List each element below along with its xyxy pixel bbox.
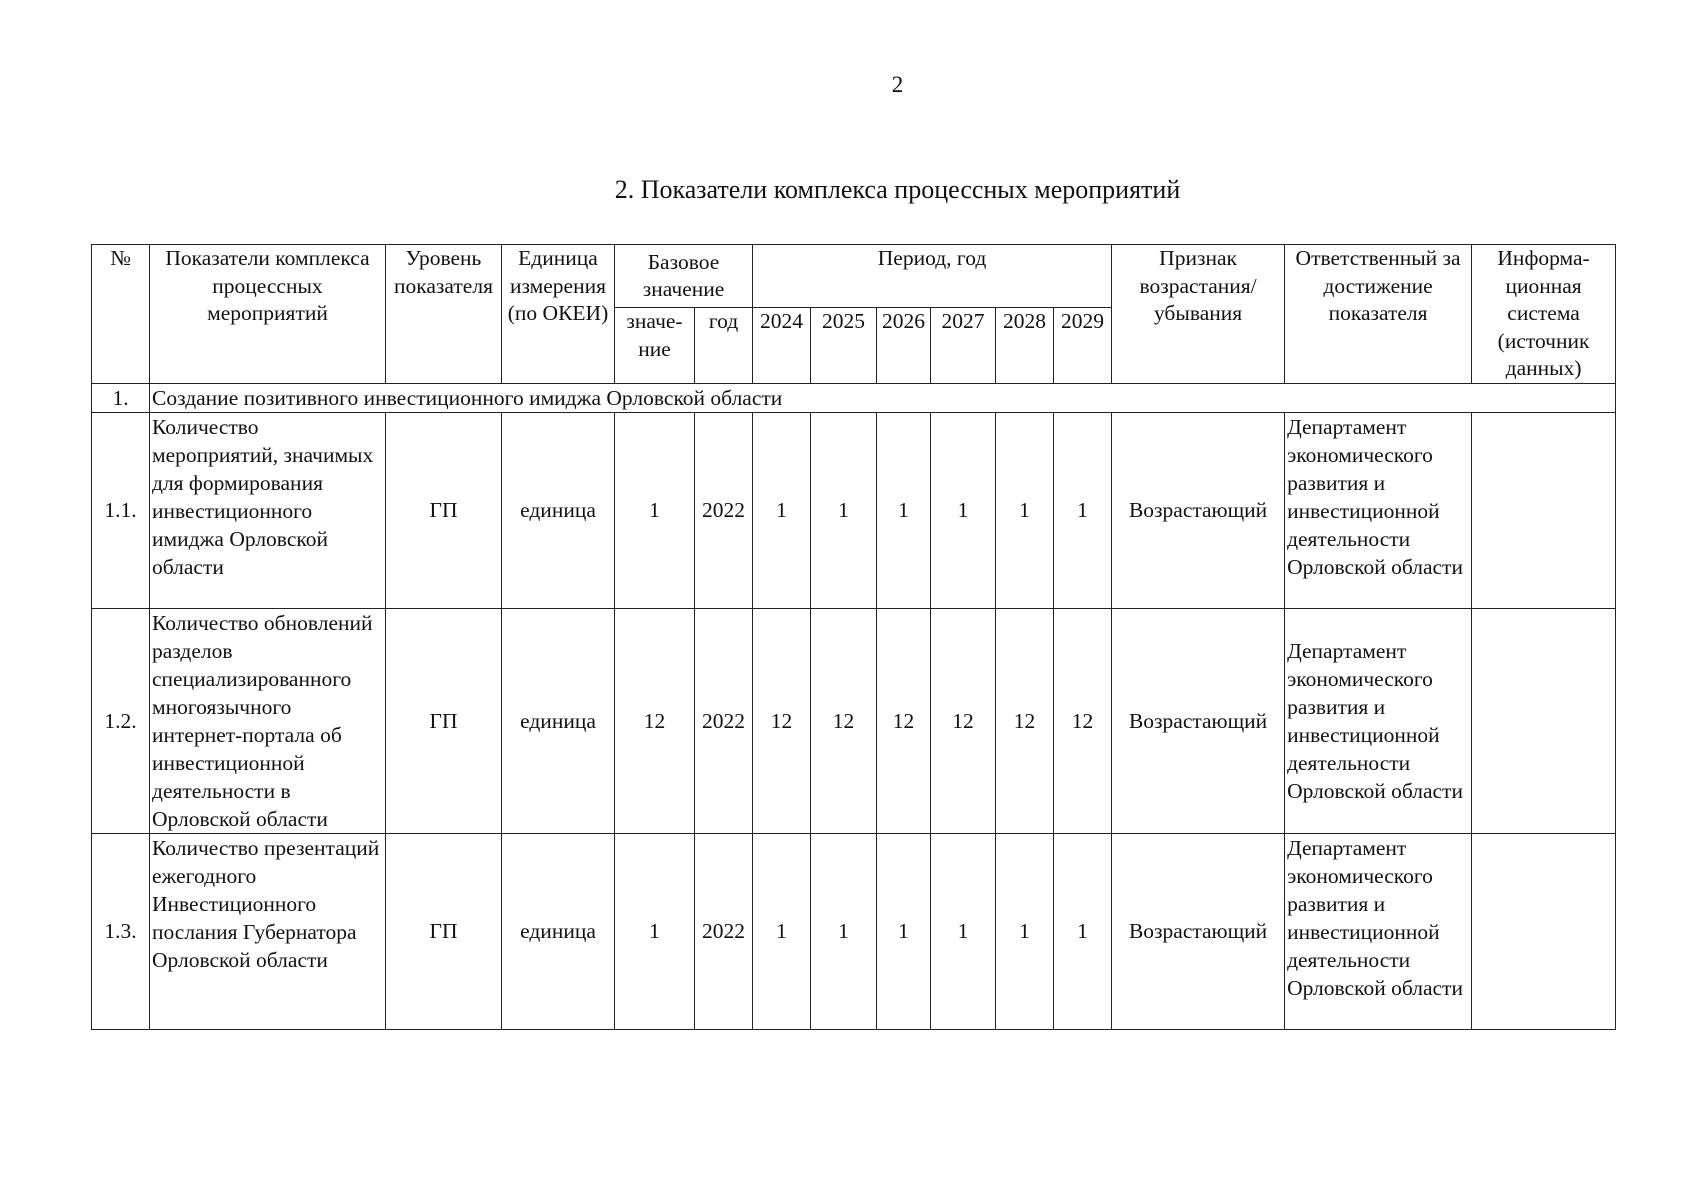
table-row (92, 608, 1616, 833)
group-title: Создание позитивного инвестиционного имиджа Орловской области (150, 383, 1616, 412)
row-indicator-name: Количество обновлений разделов специализированного многоязычного интернет-портала об инвестиционной деятельности в Орловской области (150, 608, 386, 833)
table-row (92, 412, 1616, 608)
row-value-2029: 1 (1054, 412, 1112, 608)
row-info-system (1472, 833, 1616, 1029)
row-value-2026: 1 (877, 412, 931, 608)
row-value-2027: 1 (931, 833, 996, 1029)
section-title: 2. Показатели комплекса процессных мероприятий (614, 175, 1181, 204)
row-level: ГП (386, 412, 502, 608)
row-trend: Возрастающий (1112, 608, 1285, 833)
indicators-table (91, 244, 1616, 1030)
row-value-2027: 12 (931, 608, 996, 833)
row-value-2026: 12 (877, 608, 931, 833)
row-value-2025: 12 (811, 608, 877, 833)
row-base-year: 2022 (695, 412, 753, 608)
row-num: 1.3. (92, 833, 150, 1029)
row-unit: единица (502, 833, 615, 1029)
row-trend: Возрастающий (1112, 412, 1285, 608)
row-base-value: 12 (615, 608, 695, 833)
header-info-system: Информа-ционная система (источник данных) (1472, 245, 1616, 384)
row-indicator-name: Количество мероприятий, значимых для формирования инвестиционного имиджа Орловской области (150, 412, 386, 608)
header-year: 2027 (931, 308, 996, 383)
row-value-2024: 12 (753, 608, 811, 833)
header-level: Уровень показателя (386, 245, 502, 384)
row-responsible: Департамент экономического развития и инвестиционной деятельности Орловской области (1285, 608, 1472, 833)
row-trend: Возрастающий (1112, 833, 1285, 1029)
row-base-year: 2022 (695, 608, 753, 833)
row-value-2028: 1 (996, 412, 1054, 608)
header-num: № (92, 245, 150, 384)
header-year: 2029 (1054, 308, 1112, 383)
header-indicators: Показатели комплекса процессных мероприятий (150, 245, 386, 384)
row-num: 1.1. (92, 412, 150, 608)
header-base-year: год (695, 308, 753, 383)
group-row (92, 383, 1616, 412)
header-period: Период, год (753, 245, 1112, 308)
row-value-2026: 1 (877, 833, 931, 1029)
row-value-2029: 12 (1054, 608, 1112, 833)
header-year: 2025 (811, 308, 877, 383)
page-number: 2 (891, 72, 904, 97)
row-value-2028: 12 (996, 608, 1054, 833)
row-unit: единица (502, 412, 615, 608)
header-base: Базовое значение (615, 245, 753, 308)
row-base-value: 1 (615, 412, 695, 608)
row-value-2029: 1 (1054, 833, 1112, 1029)
row-responsible: Департамент экономического развития и инвестиционной деятельности Орловской области (1285, 833, 1472, 1029)
header-row-primary (92, 245, 1616, 308)
row-num: 1.2. (92, 608, 150, 833)
row-value-2025: 1 (811, 833, 877, 1029)
header-year: 2026 (877, 308, 931, 383)
row-level: ГП (386, 608, 502, 833)
group-num: 1. (92, 383, 150, 412)
header-year: 2028 (996, 308, 1054, 383)
row-level: ГП (386, 833, 502, 1029)
row-info-system (1472, 608, 1616, 833)
row-responsible: Департамент экономического развития и инвестиционной деятельности Орловской области (1285, 412, 1472, 608)
row-value-2024: 1 (753, 412, 811, 608)
header-base-value: значе-ние (615, 308, 695, 383)
row-base-year: 2022 (695, 833, 753, 1029)
row-value-2028: 1 (996, 833, 1054, 1029)
row-value-2024: 1 (753, 833, 811, 1029)
row-unit: единица (502, 608, 615, 833)
row-info-system (1472, 412, 1616, 608)
header-unit: Единица измерения (по ОКЕИ) (502, 245, 615, 384)
row-value-2027: 1 (931, 412, 996, 608)
table-row (92, 833, 1616, 1029)
row-value-2025: 1 (811, 412, 877, 608)
header-responsible: Ответственный за достижение показателя (1285, 245, 1472, 384)
row-indicator-name: Количество презентаций ежегодного Инвестиционного послания Губернатора Орловской области (150, 833, 386, 1029)
row-base-value: 1 (615, 833, 695, 1029)
header-trend: Признак возрастания/ убывания (1112, 245, 1285, 384)
header-year: 2024 (753, 308, 811, 383)
